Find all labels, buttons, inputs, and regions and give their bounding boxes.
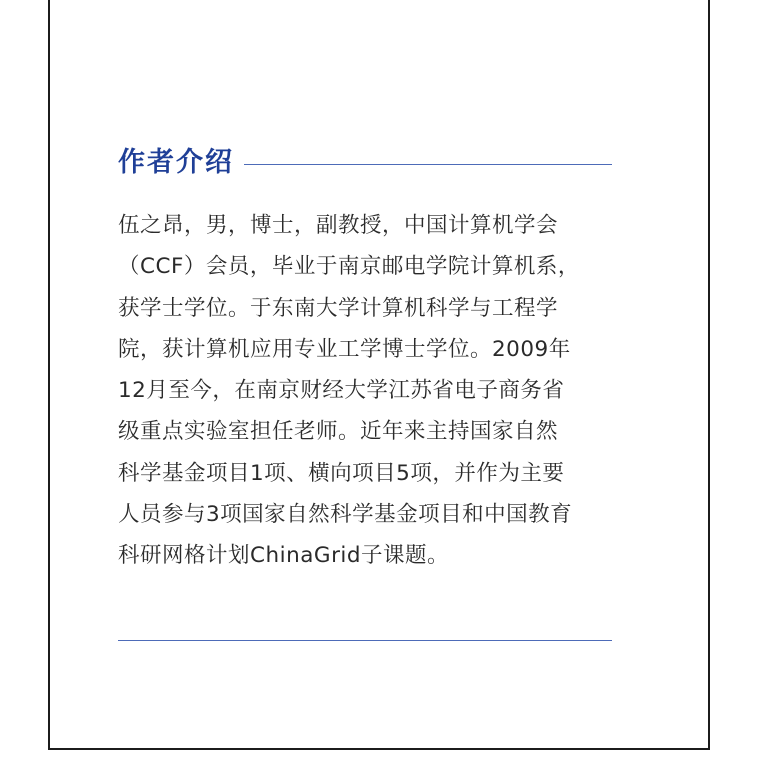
bio-line: 科研网格计划ChinaGrid子课题。 [118, 543, 450, 569]
bio-line: 级重点实验室担任老师。近年来主持国家自然 [118, 419, 559, 445]
bio-line: 获学士学位。于东南大学计算机科学与工程学 [118, 295, 559, 321]
bio-line: 院，获计算机应用专业工学博士学位。2009年 [118, 336, 571, 362]
bio-line: 12月至今，在南京财经大学江苏省电子商务省 [118, 378, 565, 404]
author-bio [118, 205, 618, 577]
heading-divider [244, 164, 612, 165]
bio-line: 科学基金项目1项、横向项目5项，并作为主要 [118, 460, 565, 486]
page-frame [48, 0, 710, 750]
section-heading: 作者介绍 [118, 147, 234, 178]
bottom-divider [118, 640, 612, 641]
heading-row [118, 142, 612, 184]
bio-line: 伍之昂，男，博士，副教授，中国计算机学会 [118, 213, 559, 238]
bio-line: （CCF）会员，毕业于南京邮电学院计算机系， [118, 254, 580, 280]
bio-line: 人员参与3项国家自然科学基金项目和中国教育 [118, 502, 573, 528]
